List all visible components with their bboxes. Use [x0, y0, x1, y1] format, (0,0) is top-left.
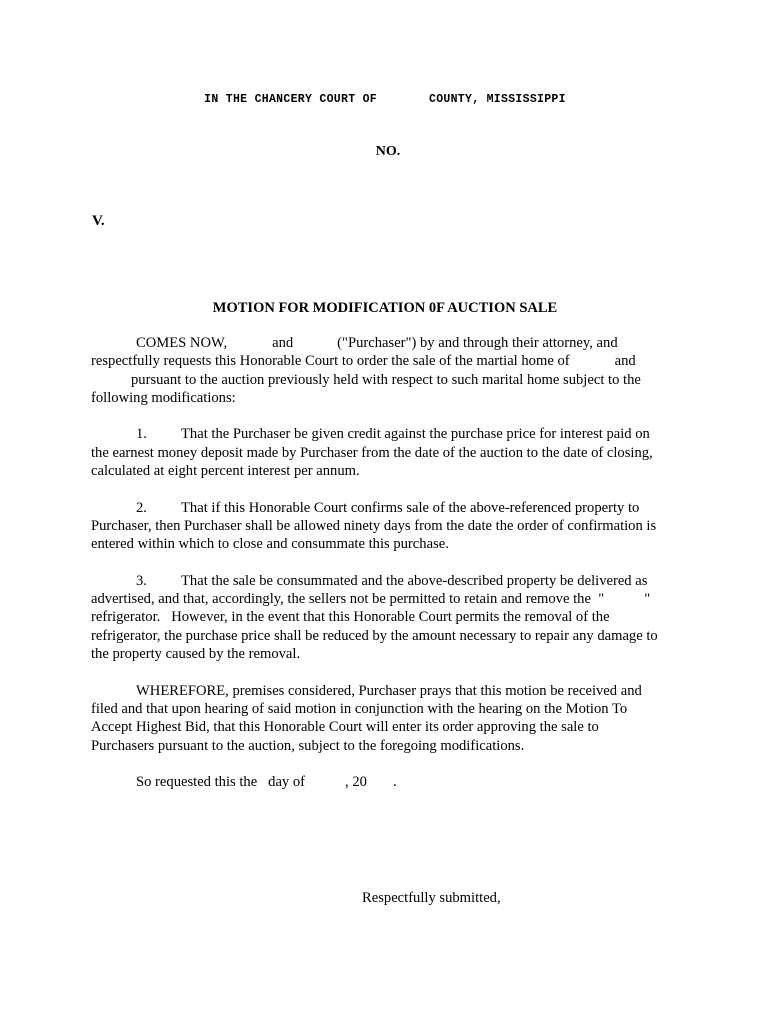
item-number: 1. — [136, 426, 147, 443]
wherefore-line-4: Purchasers pursuant to the auction, subject to the foregoing modifications. — [91, 737, 525, 754]
item-1-line-3: calculated at eight percent interest per annum. — [91, 463, 360, 480]
numbered-item — [91, 572, 691, 663]
signoff: Respectfully submitted, — [362, 890, 501, 906]
item-3-line-5: the property caused by the removal. — [91, 646, 301, 663]
item-2-line-3: entered within which to close and consummate this purchase. — [91, 536, 449, 553]
intro-line-2: respectfully requests this Honorable Court to order the sale of the martial home of and — [91, 353, 636, 370]
case-number — [0, 144, 770, 160]
request-line: So requested this the day of , 20 . — [136, 774, 397, 791]
numbered-item — [91, 425, 691, 480]
wherefore-line-1: WHEREFORE, premises considered, Purchaser prays that this motion be received and — [136, 682, 642, 699]
item-1-line-2: the earnest money deposit made by Purchaser from the date of the auction to the date of closing, — [91, 444, 653, 461]
document-title: MOTION FOR MODIFICATION 0F AUCTION SALE — [212, 300, 558, 316]
wherefore-line-2: filed and that upon hearing of said motion in conjunction with the hearing on the Motion To — [91, 700, 628, 717]
wherefore-paragraph — [91, 682, 691, 755]
versus-label: V. — [92, 213, 105, 229]
item-3-line-4: refrigerator, the purchase price shall be reduced by the amount necessary to repair any damage to — [91, 627, 658, 644]
item-1-line-1: 1. That the Purchaser be given credit against the purchase price for interest paid on — [136, 426, 650, 443]
item-number: 2. — [136, 499, 147, 516]
item-3-line-1: 3. That the sale be consummated and the above-described property be delivered as — [136, 572, 648, 589]
item-2-line-1: 2. That if this Honorable Court confirms sale of the above-referenced property to — [136, 499, 640, 516]
numbered-item — [91, 499, 691, 554]
intro-paragraph — [91, 334, 691, 407]
item-3-line-3: refrigerator. However, in the event that this Honorable Court permits the removal of the — [91, 609, 610, 626]
item-3-line-2: advertised, and that, accordingly, the sellers not be permitted to retain and remove the " " — [91, 591, 651, 608]
wherefore-line-3: Accept Highest Bid, that this Honorable Court will enter its order approving the sale to — [91, 719, 599, 736]
intro-line-3: pursuant to the auction previously held with respect to such marital home subject to the — [131, 371, 641, 388]
intro-line-1: COMES NOW, and ("Purchaser") by and through their attorney, and — [136, 335, 618, 351]
court-caption — [0, 93, 770, 106]
item-number: 3. — [136, 572, 147, 589]
case-number-label: NO. — [375, 144, 401, 159]
court-caption-left: IN THE CHANCERY COURT OF — [204, 93, 377, 106]
intro-line-4: following modifications: — [91, 389, 236, 406]
document-body — [91, 334, 691, 810]
court-caption-right: COUNTY, MISSISSIPPI — [429, 93, 566, 106]
item-2-line-2: Purchaser, then Purchaser shall be allowed ninety days from the date the order of confirmation is — [91, 517, 657, 534]
